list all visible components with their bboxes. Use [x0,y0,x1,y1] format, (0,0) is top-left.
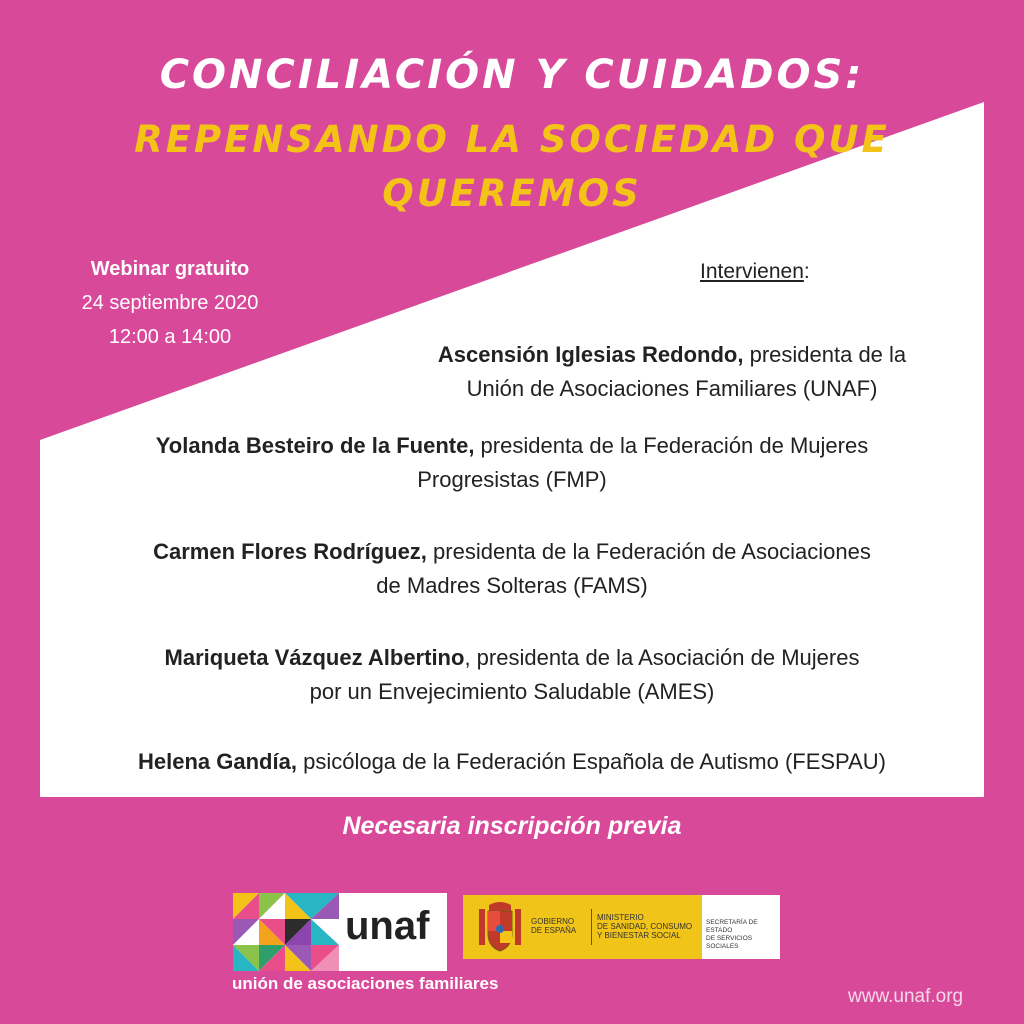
gov-text-col2 [597,913,707,940]
speaker-role: presidenta de la Federación de Asociaciones [426,539,871,564]
speaker-4 [40,641,984,709]
title-line-1: CONCILIACIÓN Y CUIDADOS: [159,52,865,98]
website-link[interactable]: www.unaf.org [848,986,964,1007]
gov-line: DE ESPAÑA [531,926,577,935]
title-line-3: QUEREMOS [382,172,642,215]
unaf-wordmark: unaf [345,904,430,948]
speaker-name: Helena Gandía, [138,749,297,774]
gov-text-col3 [706,919,780,951]
speaker-role-line2: por un Envejecimiento Saludable (AMES) [309,679,715,704]
gov-line: MINISTERIO [597,913,644,922]
speaker-role-line2: de Madres Solteras (FAMS) [376,573,648,598]
speaker-2 [40,429,984,497]
registration-note: Necesaria inscripción previa [342,812,682,840]
speaker-role: psicóloga de la Federación Española de Autismo (FESPAU) [296,749,886,774]
gov-text-col1 [531,917,591,935]
webinar-time: 12:00 a 14:00 [108,326,232,348]
title-line-2: REPENSANDO LA SOCIEDAD QUE [134,118,890,161]
speaker-name: Carmen Flores Rodríguez, [153,539,427,564]
speaker-role: presidenta de la Federación de Mujeres [474,433,869,458]
speakers-heading-colon: : [803,260,810,283]
speaker-role: presidenta de la [743,342,907,367]
speaker-role-line2: Progresistas (FMP) [417,467,607,492]
webinar-date: 24 septiembre 2020 [81,292,259,314]
government-logo [463,895,780,959]
speaker-role-line2: Unión de Asociaciones Familiares (UNAF) [466,376,878,401]
speaker-role: , presidenta de la Asociación de Mujeres [464,645,860,670]
divider [591,909,592,945]
speaker-5 [40,745,984,779]
coat-of-arms-icon [477,899,523,955]
gov-line: DE SANIDAD, CONSUMO [597,922,693,931]
speaker-1 [380,338,964,406]
webinar-label: Webinar gratuito [90,258,250,280]
gov-line: GOBIERNO [531,917,575,926]
speakers-heading-label: Intervienen [700,260,804,283]
speakers-heading [700,260,810,284]
unaf-mosaic-icon [233,893,339,971]
speaker-name: Yolanda Besteiro de la Fuente, [155,433,475,458]
gov-line: SECRETARÍA DE ESTADO [706,919,758,934]
gov-line: DE SERVICIOS SOCIALES [706,935,753,950]
unaf-subtitle: unión de asociaciones familiares [232,974,499,993]
gov-line: Y BIENESTAR SOCIAL [597,931,681,940]
speaker-name: Mariqueta Vázquez Albertino [164,645,465,670]
speaker-name: Ascensión Iglesias Redondo, [437,342,744,367]
speaker-3 [40,535,984,603]
gov-white-panel [702,895,780,959]
